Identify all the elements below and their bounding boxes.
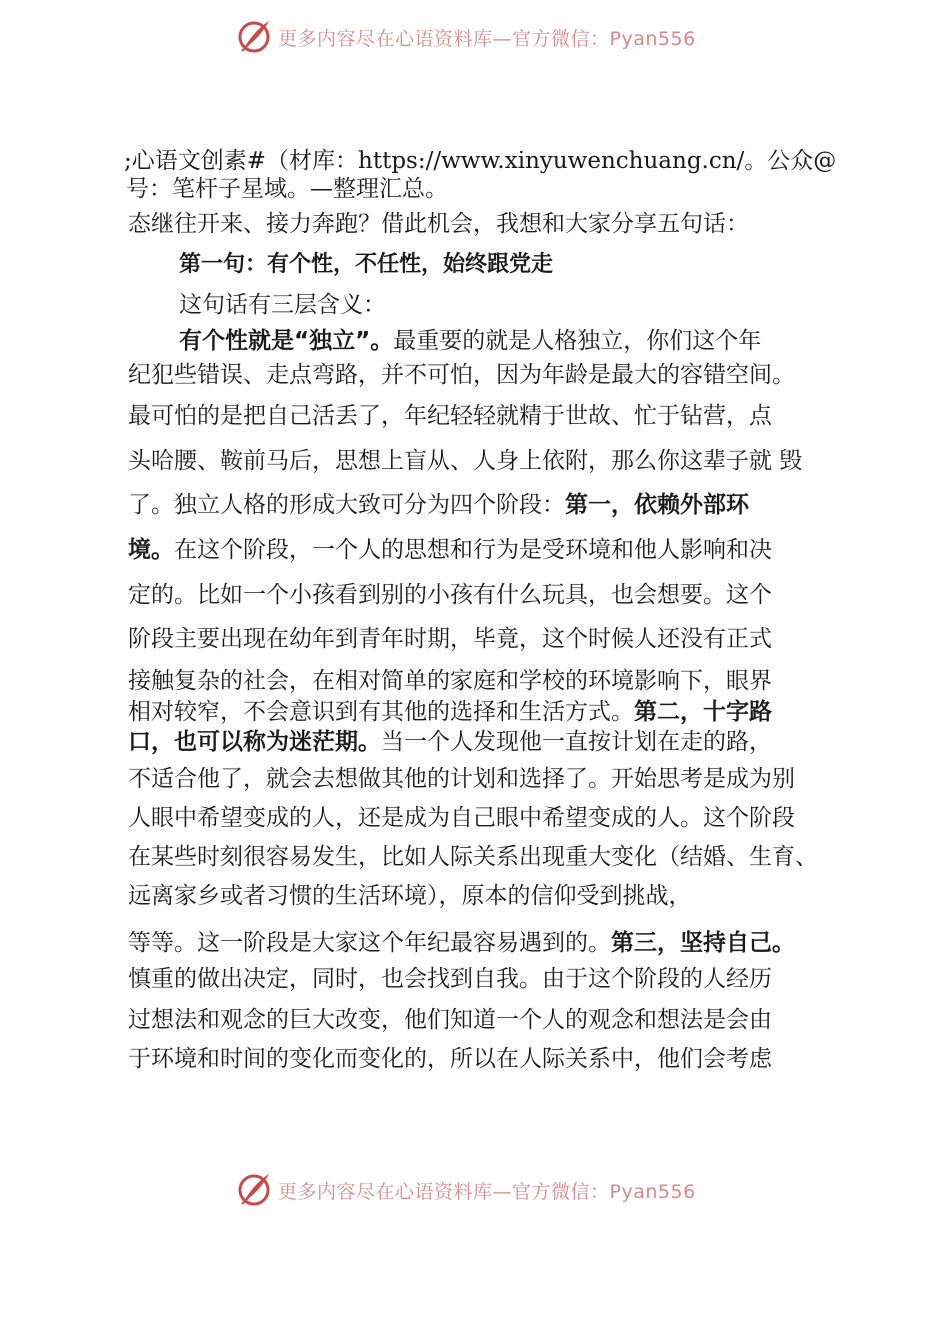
text-line: 头哈腰、鞍前马后，思想上盲从、人身上依附，那么你这辈子就 毁 xyxy=(128,448,803,474)
text-line: 慎重的做出决定，同时，也会找到自我。由于这个阶段的人经历 xyxy=(128,966,772,992)
text-line: 纪犯些错误、走点弯路，并不可怕，因为年龄是最大的容错空间。 xyxy=(128,362,795,388)
text-line: 接触复杂的社会，在相对简单的家庭和学校的环境影响下，眼界 xyxy=(128,668,772,694)
text-line: 人眼中希望变成的人，还是成为自己眼中希望变成的人。这个阶段 xyxy=(128,805,795,831)
text-line: 有个性就是“独立”。最重要的就是人格独立，你们这个年 xyxy=(179,328,762,354)
text-line: 阶段主要出现在幼年到青年时期，毕竟，这个时候人还没有正式 xyxy=(128,626,772,652)
text-line: 定的。比如一个小孩看到别的小孩有什么玩具，也会想要。这个 xyxy=(128,582,772,608)
quill-logo-icon xyxy=(236,1171,272,1207)
footer-banner xyxy=(0,1169,950,1209)
text-line: 远离家乡或者习惯的生活环境），原本的信仰受到挑战， xyxy=(128,883,692,909)
text-line: 不适合他了，就会去想做其他的计划和选择了。开始思考是成为别 xyxy=(128,766,795,792)
text-line: 境。在这个阶段，一个人的思想和行为是受环境和他人影响和决 xyxy=(128,537,772,563)
banner-text: 更多内容尽在心语资料库—官方微信：Pyan556 xyxy=(278,1181,696,1203)
text-line: 相对较窄，不会意识到有其他的选择和生活方式。第二，十字路 xyxy=(128,699,772,725)
text-line: 口，也可以称为迷茫期。当一个人发现他一直按计划在走的路， xyxy=(128,729,772,755)
quill-logo-icon xyxy=(236,18,272,54)
text-line: 过想法和观念的巨大改变，他们知道一个人的观念和想法是会由 xyxy=(128,1007,772,1033)
text-line: 等等。这一阶段是大家这个年纪最容易遇到的。第三，坚持自己。 xyxy=(128,930,795,956)
text-line: 号：笔杆子星域。—整理汇总。 xyxy=(126,176,448,202)
text-line: ;心语文创素#（材库：https://www.xinyuwenchuang.cn/。公众@ xyxy=(124,148,837,174)
text-line: 在某些时刻很容易发生，比如人际关系出现重大变化（结婚、生育、 xyxy=(128,844,818,870)
wechat-id: Pyan556 xyxy=(609,1181,696,1203)
text-line: 这句话有三层含义： xyxy=(179,292,386,318)
wechat-id: Pyan556 xyxy=(609,28,696,50)
section-heading: 第一句：有个性，不任性，始终跟党走 xyxy=(179,252,554,277)
text-line: 态继往开来、接力奔跑？借此机会，我想和大家分享五句话： xyxy=(128,211,749,237)
text-line: 于环境和时间的变化而变化的，所以在人际关系中，他们会考虑 xyxy=(128,1046,772,1072)
text-line: 最可怕的是把自己活丢了，年纪轻轻就精于世故、忙于钻营，点 xyxy=(128,403,772,429)
text-line: 了。独立人格的形成大致可分为四个阶段：第一，依赖外部环 xyxy=(128,492,749,518)
header-banner xyxy=(0,16,950,56)
banner-text: 更多内容尽在心语资料库—官方微信：Pyan556 xyxy=(278,28,696,50)
